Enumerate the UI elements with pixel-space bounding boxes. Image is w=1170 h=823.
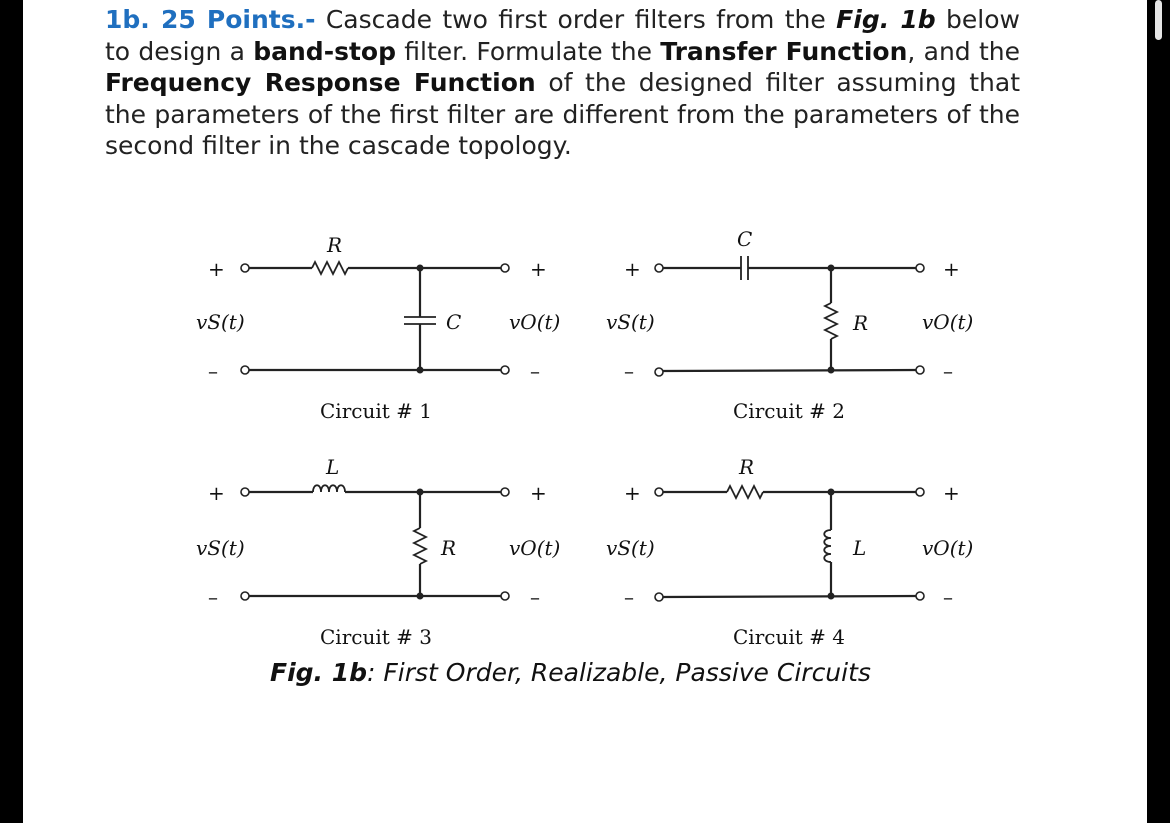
c3-resistor [414,528,426,564]
c3-inductor [313,485,345,492]
c3-output-terminal-bottom [501,592,509,600]
circuit-1 [196,233,560,423]
c4-output-minus: – [943,585,953,609]
c1-input-terminal-top [241,264,249,272]
c2-input-minus: – [624,359,634,383]
c4-output-terminal-top [916,488,924,496]
c3-output-minus: – [530,585,540,609]
figure-caption [270,658,910,687]
c1-input-terminal-bottom [241,366,249,374]
c4-inductor [824,530,831,562]
c4-output-terminal-bottom [916,592,924,600]
c2-vo-label: vO(t) [922,310,974,334]
c3-input-terminal-bottom [241,592,249,600]
transfer-function-term: Transfer Function [660,36,908,66]
c2-resistor-label: R [853,311,869,335]
c2-vs-label: vS(t) [606,310,655,334]
problem-text-2: below to design a [105,5,1020,66]
c4-inductor-label: L [853,536,867,560]
c4-resistor-label: R [739,455,755,479]
c3-vo-label: vO(t) [509,536,561,560]
c3-input-terminal-top [241,488,249,496]
c1-vo-label: vO(t) [509,310,561,334]
c2-input-terminal-top [655,264,663,272]
c4-resistor [727,486,763,498]
circuit-2 [606,227,973,423]
c3-vs-label: vS(t) [196,536,245,560]
c2-output-plus: + [943,257,960,281]
c1-output-terminal-bottom [501,366,509,374]
circuit-3 [196,455,560,649]
c3-resistor-label: R [441,536,457,560]
c3-input-plus: + [208,481,225,505]
circuit-1-label: Circuit # 1 [320,399,432,423]
problem-text-3: filter. Formulate the [395,36,661,66]
c4-vs-label: vS(t) [606,536,655,560]
c3-input-minus: – [208,585,218,609]
c2-output-terminal-bottom [916,366,924,374]
c4-input-terminal-top [655,488,663,496]
problem-text-5: of the designed filter assuming that the parameters of the first filter are different from the parameters of the second filter in the cascade topology. [105,68,1021,160]
figure-reference: Fig. 1b [836,5,936,34]
c1-output-terminal-top [501,264,509,272]
c3-output-terminal-top [501,488,509,496]
c1-capacitor-label: C [446,310,462,334]
c2-input-plus: + [624,257,641,281]
circuit-4 [606,455,973,649]
c1-resistor [312,262,348,274]
c2-resistor [825,303,837,339]
c1-output-plus: + [530,257,547,281]
c1-input-plus: + [208,257,225,281]
c2-capacitor-label: C [737,227,753,251]
c4-input-plus: + [624,481,641,505]
c4-input-minus: – [624,585,634,609]
c1-output-minus: – [530,359,540,383]
c4-input-terminal-bottom [655,593,663,601]
problem-heading: 1b. 25 Points.- [105,5,316,34]
c1-vs-label: vS(t) [196,310,245,334]
problem-text-4: , and the [907,36,1020,66]
c1-input-minus: – [208,359,218,383]
c1-resistor-label: R [327,233,343,257]
c3-inductor-label: L [326,455,340,479]
circuit-4-label: Circuit # 4 [733,625,845,649]
c2-input-terminal-bottom [655,368,663,376]
circuit-2-label: Circuit # 2 [733,399,845,423]
figure-caption-label: Fig. 1b [270,658,368,687]
problem-text-1: Cascade two first order filters from the [315,5,837,34]
figure-caption-text: : First Order, Realizable, Passive Circuits [367,658,871,687]
frequency-response-term: Frequency Response Function [105,68,536,97]
c2-output-minus: – [943,359,953,383]
c2-output-terminal-top [916,264,924,272]
band-stop-term: band-stop [253,36,396,66]
c3-output-plus: + [530,481,547,505]
c4-output-plus: + [943,481,960,505]
c4-vo-label: vO(t) [922,536,974,560]
circuit-3-label: Circuit # 3 [320,625,432,649]
